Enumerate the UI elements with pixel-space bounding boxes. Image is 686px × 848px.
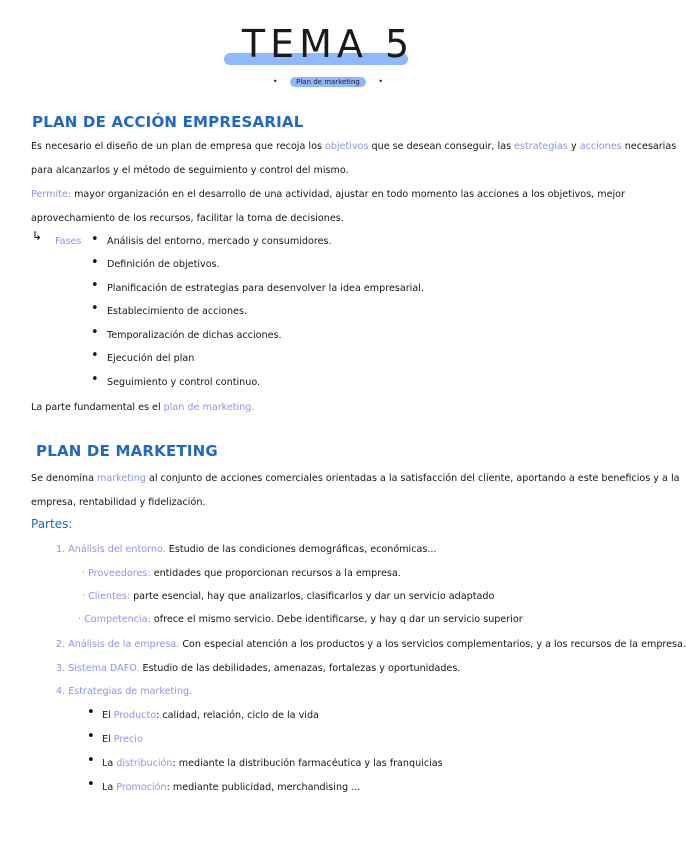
text: parte esencial, hay que analizarlos, clasificarlos y dar un servicio adaptado: [130, 591, 495, 602]
parte-label: 2. Análisis de la empresa.: [56, 639, 180, 650]
partes-text: Partes:: [31, 517, 73, 531]
sub-label: · Proveedores:: [82, 568, 151, 579]
fase-item: Ejecución del plan: [107, 353, 195, 364]
section-heading-plan-accion: PLAN DE ACCIÓN EMPRESARIAL: [32, 113, 304, 131]
keyword-estrategias: estrategias: [514, 141, 568, 152]
four-p-label: Promoción: [116, 782, 167, 793]
keyword-marketing: marketing: [97, 473, 146, 484]
text: necesarias: [621, 141, 677, 152]
text: Estudio de las condiciones demográficas, económicas...: [165, 544, 437, 555]
title-block: [0, 14, 656, 84]
fase-item: Planificación de estrategias para desenvolver la idea empresarial.: [107, 283, 424, 294]
fase-item: Análisis del entorno, mercado y consumidores.: [107, 236, 332, 247]
text: : mediante publicidad, merchandising ...: [166, 782, 361, 793]
parte-item-2: [56, 639, 686, 651]
text: Estudio de las debilidades, amenazas, fortalezas y oportunidades.: [139, 663, 461, 674]
bullet-icon: •: [87, 705, 95, 720]
subtitle-row: [0, 77, 656, 87]
paragraph-line: para alcanzarlos y el método de seguimiento y control del mismo.: [31, 165, 349, 176]
bullet-icon: •: [91, 372, 99, 387]
fases-text: Fases: [55, 236, 82, 247]
dot-icon: •: [272, 77, 278, 86]
bullet-icon: •: [91, 348, 99, 363]
keyword-acciones: acciones: [579, 141, 622, 152]
fase-item: Definición de objetivos.: [107, 259, 220, 270]
parte-label: 4. Estrategias de marketing.: [56, 686, 193, 697]
paragraph-line: [31, 473, 679, 485]
four-p-label: distribución: [116, 758, 173, 769]
parte-item-3: [56, 663, 460, 675]
keyword-plan-marketing: plan de marketing.: [163, 402, 255, 413]
four-p-item: [102, 734, 143, 746]
text: que se desean conseguir, las: [368, 141, 515, 152]
parte-item-1: [56, 544, 437, 556]
page-title: TEMA 5: [241, 22, 415, 66]
bullet-icon: •: [91, 301, 99, 316]
closing-line: [31, 402, 254, 414]
bullet-icon: •: [91, 278, 99, 293]
four-p-item: [102, 782, 360, 794]
four-p-label: Precio: [113, 734, 143, 745]
fase-item: Temporalización de dichas acciones.: [107, 330, 282, 341]
bullet-icon: •: [91, 255, 99, 270]
partes-label: [31, 518, 72, 532]
four-p-item: [102, 758, 443, 770]
text: Es necesario el diseño de un plan de empresa que recoja los: [31, 141, 325, 152]
text: entidades que proporcionan recursos a la empresa.: [150, 568, 401, 579]
text: La: [102, 758, 117, 769]
keyword-objetivos: objetivos: [325, 141, 369, 152]
text: Se denomina: [31, 473, 98, 484]
text: : mediante la distribución farmacéutica y las franquicias: [172, 758, 443, 769]
paragraph-line: empresa, rentabilidad y fidelización.: [31, 497, 206, 508]
section-heading-plan-marketing: PLAN DE MARKETING: [36, 442, 218, 460]
text: El: [102, 710, 114, 721]
text: ofrece el mismo servicio. Debe identificarse, y hay q dar un servicio superior: [150, 614, 523, 625]
text: y: [567, 141, 580, 152]
parte-label: 3. Sistema DAFO.: [56, 663, 140, 674]
text: mayor organización en el desarrollo de una actividad, ajustar en todo momento las acciones a los objetivos, mejor: [71, 189, 625, 200]
bullet-icon: •: [91, 325, 99, 340]
sub-item-competencia: [78, 614, 523, 626]
fase-item: Establecimiento de acciones.: [107, 306, 248, 317]
permite-line-2: aprovechamiento de los recursos, facilitar la toma de decisiones.: [31, 213, 344, 224]
text: La parte fundamental es el: [31, 402, 164, 413]
four-p-label: Producto: [113, 710, 157, 721]
text: al conjunto de acciones comerciales orientadas a la satisfacción del cliente, aportando a este beneficios y a la: [145, 473, 680, 484]
text: La: [102, 782, 117, 793]
sub-item-proveedores: [82, 568, 401, 580]
fase-item: Seguimiento y control continuo.: [107, 377, 261, 388]
sub-label: · Clientes:: [82, 591, 131, 602]
arrow-icon: ↳: [32, 229, 43, 243]
text: : calidad, relación, ciclo de la vida: [156, 710, 319, 721]
parte-label: 1. Análisis del entorno.: [56, 544, 166, 555]
paragraph-line: [31, 141, 676, 153]
permite-line: [31, 189, 625, 201]
parte-item-4: [56, 686, 192, 698]
fases-label: [55, 236, 81, 248]
text: Con especial atención a los productos y a los servicios complementarios, y a los recursos de la empresa.: [179, 639, 686, 650]
sub-label: · Competencia:: [78, 614, 151, 625]
permite-label: Permite:: [31, 189, 72, 200]
four-p-item: [102, 710, 319, 722]
bullet-icon: •: [87, 777, 95, 792]
sub-item-clientes: [82, 591, 494, 603]
text: El: [102, 734, 114, 745]
dot-icon: •: [378, 77, 384, 86]
subtitle: Plan de marketing: [290, 77, 366, 87]
bullet-icon: •: [87, 729, 95, 744]
bullet-icon: •: [91, 232, 99, 247]
bullet-icon: •: [87, 753, 95, 768]
